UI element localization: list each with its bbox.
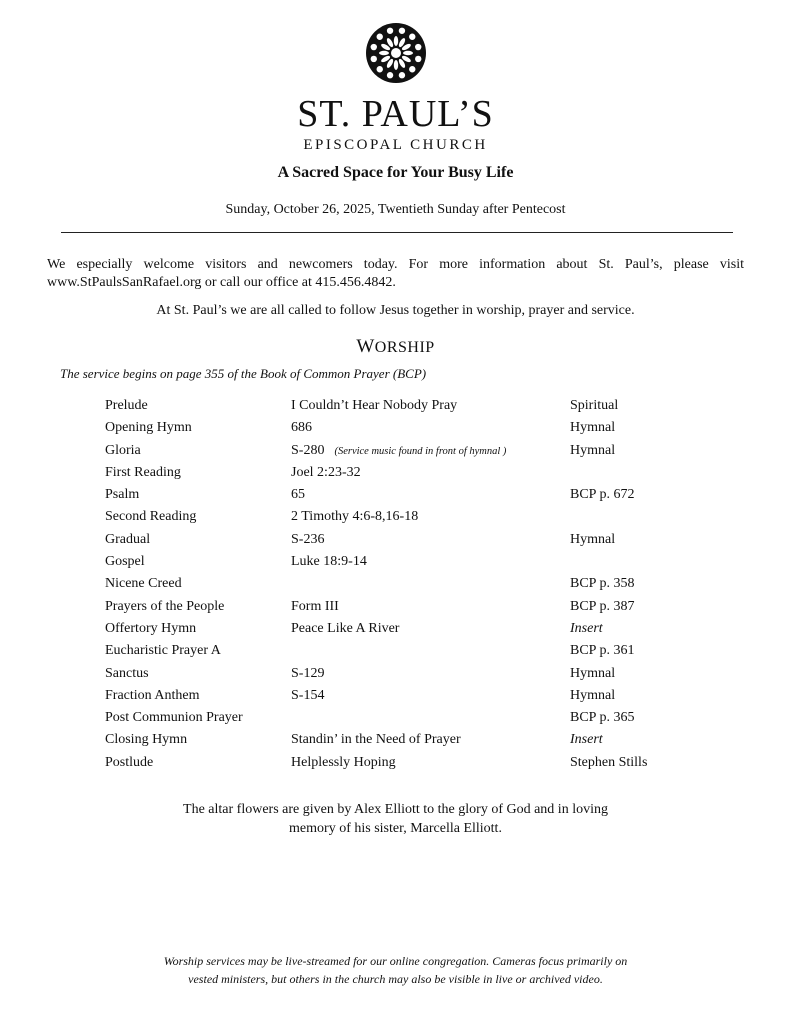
service-row: [105, 508, 705, 530]
livestream-notice: [0, 952, 791, 988]
service-item: S-129: [291, 665, 325, 681]
service-item: Joel 2:23-32: [291, 464, 361, 480]
service-part: Post Communion Prayer: [105, 710, 243, 726]
service-row: [105, 553, 705, 575]
service-part: Second Reading: [105, 509, 197, 525]
service-item: 686: [291, 420, 312, 436]
service-row: [105, 598, 705, 620]
service-part: Gloria: [105, 442, 141, 458]
service-row: [105, 731, 705, 753]
service-item-cell: [291, 464, 361, 482]
service-item-cell: [291, 486, 305, 504]
service-row: [105, 665, 705, 687]
altar-flowers-dedication: [0, 800, 791, 838]
service-part: Opening Hymn: [105, 420, 192, 436]
service-source: BCP p. 358: [570, 576, 635, 592]
service-item: I Couldn’t Hear Nobody Pray: [291, 398, 458, 413]
service-part: Prayers of the People: [105, 598, 225, 614]
service-part: Offertory Hymn: [105, 620, 197, 636]
service-source: BCP p. 361: [570, 643, 635, 659]
divider-rule: [61, 232, 733, 233]
service-item-cell: [291, 442, 506, 461]
service-row: [105, 687, 705, 709]
service-item: Form III: [291, 598, 339, 614]
order-of-service: [105, 397, 705, 776]
service-item: Peace Like A River: [291, 620, 400, 636]
service-part: Nicene Creed: [105, 576, 182, 592]
service-note: (Service music found in front of hymnal ): [334, 445, 507, 457]
service-part: Prelude: [105, 398, 148, 413]
service-item: Standin’ in the Need of Prayer: [291, 732, 461, 748]
service-part: Sanctus: [105, 665, 149, 681]
service-item-cell: [291, 508, 418, 526]
service-item-cell: [291, 620, 399, 638]
service-part: First Reading: [105, 464, 181, 480]
service-item-cell: [291, 531, 324, 549]
service-item: 65: [291, 487, 305, 503]
service-item: S-280: [291, 442, 325, 458]
welcome-paragraph: We especially welcome visitors and newcomers today. For more information about St. Paul’s, please visit www.StPaulsSanRafael.org or call our office at 415.456.4842.: [47, 257, 744, 290]
service-row: [105, 642, 705, 664]
service-part: Fraction Anthem: [105, 687, 200, 703]
worship-heading-rest: ORSHIP: [374, 339, 435, 356]
service-part: Eucharistic Prayer A: [105, 643, 221, 659]
service-source: Insert: [570, 620, 603, 636]
service-source: Hymnal: [570, 442, 616, 458]
service-row: [105, 464, 705, 486]
flowers-line-1: The altar flowers are given by Alex Elliott to the glory of God and in loving: [183, 802, 608, 817]
service-row: [105, 754, 705, 776]
service-item-cell: [291, 731, 461, 749]
service-date: Sunday, October 26, 2025, Twentieth Sunday after Pentecost: [225, 202, 566, 217]
service-item-cell: [291, 397, 457, 415]
service-row: [105, 620, 705, 642]
service-source: Hymnal: [570, 687, 616, 703]
service-part: Postlude: [105, 754, 154, 770]
service-item-cell: [291, 754, 396, 772]
livestream-line-1: Worship services may be live-streamed for our online congregation. Cameras focus primarily on: [163, 954, 628, 968]
service-source: BCP p. 672: [570, 487, 635, 503]
service-source: BCP p. 387: [570, 598, 635, 614]
service-item-cell: [291, 598, 339, 616]
service-item: S-154: [291, 687, 325, 703]
service-item-cell: [291, 553, 367, 571]
service-source: Stephen Stills: [570, 754, 648, 770]
worship-heading: [0, 337, 791, 358]
service-source: Hymnal: [570, 665, 616, 681]
church-subtitle: EPISCOPAL CHURCH: [303, 137, 488, 153]
service-source: BCP p. 365: [570, 710, 635, 726]
service-row: [105, 419, 705, 441]
service-row: [105, 709, 705, 731]
service-row: [105, 486, 705, 508]
service-item-cell: [291, 419, 312, 437]
service-part: Gradual: [105, 531, 151, 547]
service-row: [105, 397, 705, 419]
service-row: [105, 442, 705, 464]
calling-statement: At St. Paul’s we are all called to follow Jesus together in worship, prayer and service.: [156, 303, 635, 318]
service-source: Hymnal: [570, 420, 616, 436]
service-row: [105, 575, 705, 597]
service-source: Hymnal: [570, 531, 616, 547]
service-item-cell: [291, 687, 324, 705]
service-source: Insert: [570, 732, 603, 748]
service-part: Gospel: [105, 554, 145, 570]
service-item: S-236: [291, 531, 325, 547]
service-part: Psalm: [105, 487, 140, 503]
service-row: [105, 531, 705, 553]
church-name: ST. PAUL’S: [297, 93, 494, 135]
service-source: Spiritual: [570, 398, 619, 413]
service-item: 2 Timothy 4:6-8,16-18: [291, 509, 419, 525]
service-part: Closing Hymn: [105, 732, 188, 748]
rose-window-icon: [365, 22, 427, 84]
service-item: Luke 18:9-14: [291, 554, 367, 570]
livestream-line-2: vested ministers, but others in the church may also be visible in live or archived video.: [188, 972, 603, 986]
service-item: Helplessly Hoping: [291, 754, 396, 770]
service-item-cell: [291, 665, 324, 683]
tagline: A Sacred Space for Your Busy Life: [277, 164, 514, 181]
worship-heading-initial: W: [356, 336, 375, 357]
bcp-note: The service begins on page 355 of the Book of Common Prayer (BCP): [60, 366, 427, 381]
flowers-line-2: memory of his sister, Marcella Elliott.: [289, 821, 502, 836]
